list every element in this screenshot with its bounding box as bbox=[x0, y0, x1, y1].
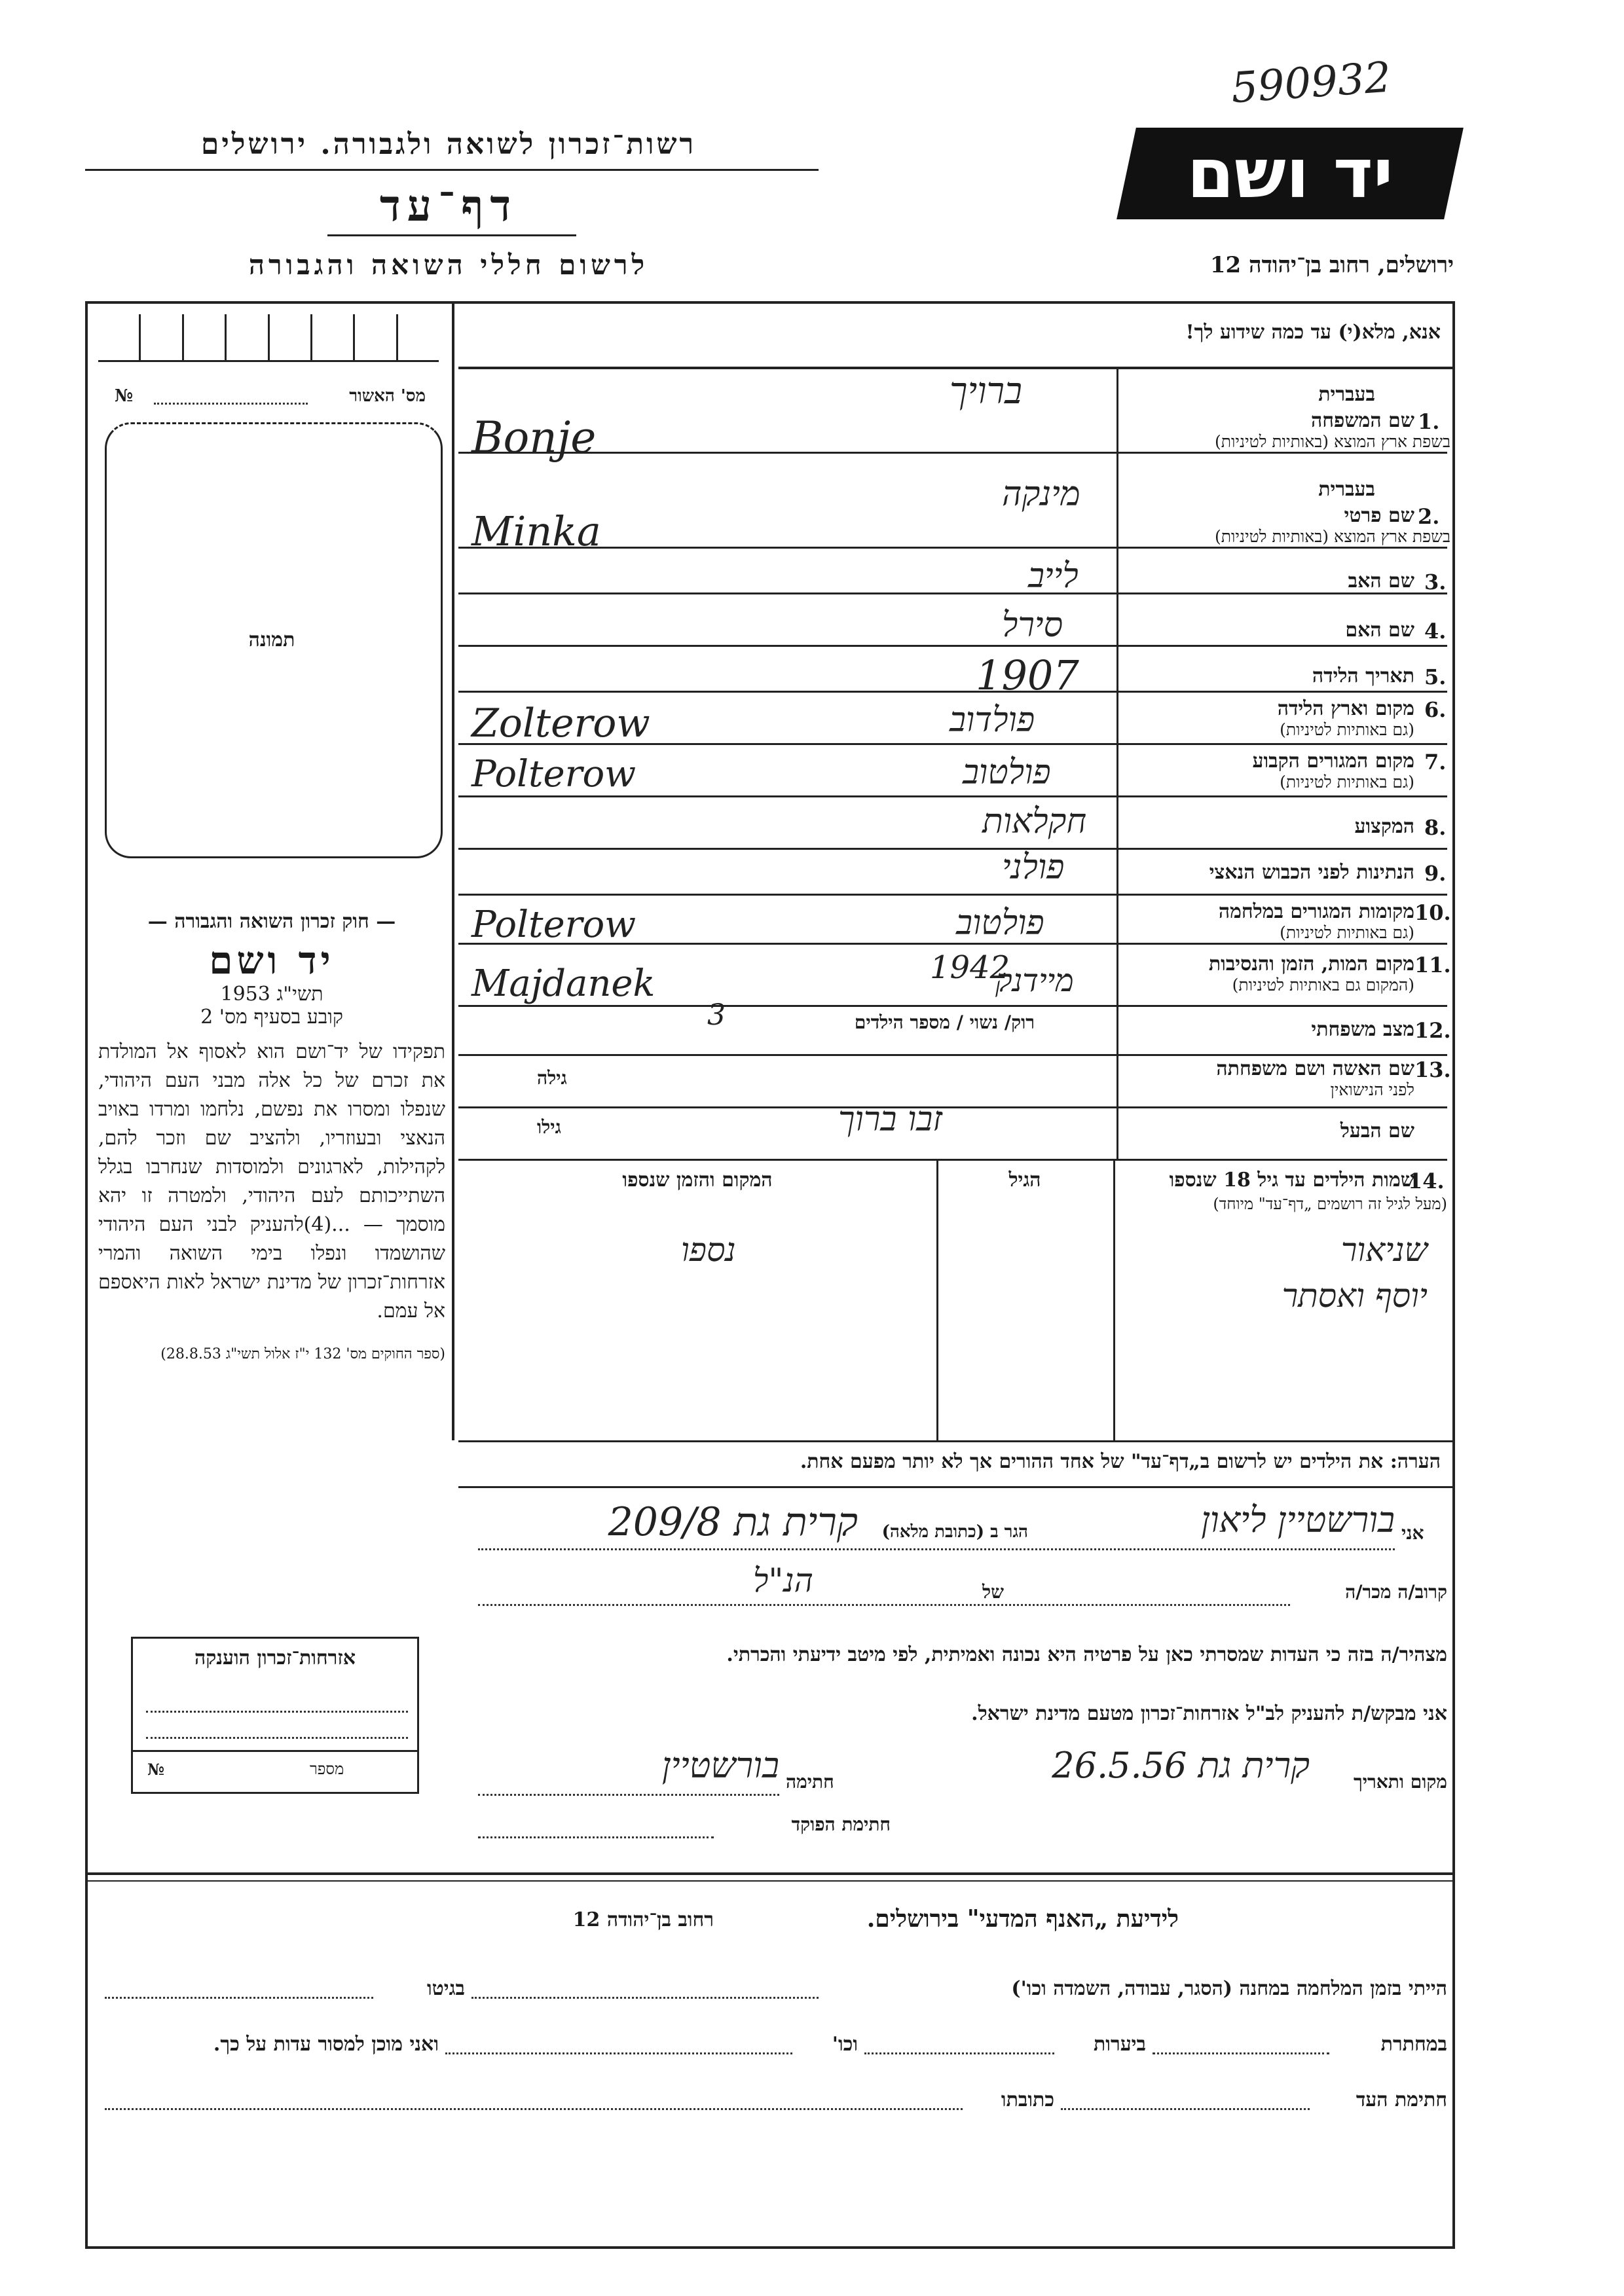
field-6-value-he[interactable]: פולדוב bbox=[950, 701, 1035, 740]
field-7-label: מקום המגורים הקבוע bbox=[1252, 750, 1414, 773]
bottom-underground-field[interactable] bbox=[1153, 2052, 1329, 2054]
field-13-label: שם האשה ושם משפחתה bbox=[1216, 1057, 1414, 1080]
field-4-num: 4. bbox=[1424, 619, 1447, 644]
law-year: תשי"ג 1953 bbox=[220, 983, 323, 1006]
children-heading: שמות הילדים עד גיל 18 שנספו bbox=[1169, 1169, 1414, 1192]
archive-number: 590932 bbox=[1229, 53, 1393, 113]
field-3-num: 3. bbox=[1424, 570, 1447, 594]
field-2-value-he[interactable]: מינקה bbox=[1002, 475, 1080, 514]
field-12-num: 12. bbox=[1414, 1018, 1451, 1043]
field-6-label: מקום וארץ הלידה bbox=[1277, 697, 1414, 720]
witness-address[interactable]: קרית גת 209/8 bbox=[608, 1499, 858, 1545]
law-body: תפקידו של יד־ושם הוא לאסוף אל המולדת את זכרם של כל אלה מבני העם היהודי, שנפלו ומסרו את נפשם, נלחמו ומרדו באויב הנאצי ובעוזריו, ולהציב שם וזכר להם, לקהילות, לארגונים ולמוסדות שנחרבו בגלל השתייכותם לעם היהודי, ולמטרה זו יהא מוסמך — ...(4)להעניק לבני העם היהודי שהושמדו ונפלו בימי השואה והמרי אזרחות־זכרון של מדינת ישראל לאות היאספם אל עמם. bbox=[98, 1040, 446, 1322]
children-col-age: הגיל bbox=[1008, 1169, 1041, 1192]
field-4-value[interactable]: סירל bbox=[1002, 606, 1063, 645]
field-12-children[interactable]: 3 bbox=[707, 998, 726, 1032]
witness-of-label: של bbox=[982, 1581, 1004, 1603]
child-1-place[interactable]: נספו bbox=[681, 1231, 736, 1269]
husband-label: שם הבעל bbox=[1340, 1120, 1414, 1142]
field-10-label: מקומות המגורים במלחמה bbox=[1218, 900, 1414, 923]
field-1-value-he[interactable]: ברויך bbox=[950, 370, 1023, 412]
field-10-value-latin[interactable]: Polterow bbox=[471, 903, 637, 946]
witness-address-line[interactable] bbox=[478, 1548, 1395, 1550]
witness-officer-label: חתימת הפוקד bbox=[791, 1813, 891, 1835]
form-title: דף־עד bbox=[379, 180, 518, 231]
witness-place-date-label: מקום ותאריך bbox=[1353, 1771, 1447, 1793]
field-6-sub: (גם באותיות לטיניות) bbox=[1280, 720, 1414, 739]
law-heading: — חוק זכרון השואה והגבורה — bbox=[147, 910, 396, 933]
row-divider-9 bbox=[458, 894, 1447, 896]
row-divider-14 bbox=[458, 1159, 1447, 1161]
field-8-value[interactable]: חקלאות bbox=[982, 802, 1087, 841]
label-column-divider bbox=[1116, 367, 1118, 1159]
children-col-divider-2 bbox=[936, 1159, 938, 1440]
witness-signature-label: חתימה bbox=[786, 1771, 834, 1793]
field-11-num: 11. bbox=[1414, 953, 1451, 977]
field-1-num: 1. bbox=[1418, 409, 1440, 434]
bottom-divider-1 bbox=[85, 1872, 1455, 1875]
bottom-line3-a: חתימת העד bbox=[1356, 2088, 1447, 2111]
field-5-num: 5. bbox=[1424, 665, 1447, 689]
field-3-label: שם האב bbox=[1348, 570, 1414, 592]
bottom-line1-field[interactable] bbox=[471, 1997, 819, 1999]
child-2-name[interactable]: יוסף ואסתר bbox=[1282, 1277, 1428, 1315]
child-1-name[interactable]: שניאור bbox=[1340, 1231, 1428, 1269]
field-9-num: 9. bbox=[1424, 861, 1447, 886]
bottom-forests-field[interactable] bbox=[864, 2052, 1054, 2054]
children-heading-sub: (מעל לגיל זה רושמים „דף־עד" מיוחד) bbox=[1213, 1195, 1447, 1213]
law-footnote: (ספר החוקים מס' 132 י"ז אלול תשי"ג 28.8.53) bbox=[160, 1346, 445, 1362]
law-title: יד ושם bbox=[209, 938, 335, 983]
form-subtitle: לרשום חללי השואה והגבורה bbox=[248, 249, 649, 281]
law-clause: קובע בסעיף מס' 2 bbox=[200, 1006, 343, 1029]
bottom-line3-b: כתובתו bbox=[1001, 2088, 1054, 2111]
approval-no-mark: № bbox=[115, 386, 134, 406]
header-underline bbox=[85, 169, 819, 171]
citizenship-number-label: מספר bbox=[310, 1760, 344, 1778]
field-11-label: מקום המות, הזמן והנסיבות bbox=[1208, 953, 1414, 975]
husband-value[interactable]: זבו ברוך bbox=[838, 1100, 942, 1139]
bottom-line2-c: וכו' bbox=[832, 2033, 858, 2056]
field-1-label: שם המשפחה bbox=[1310, 409, 1414, 432]
field-3-value[interactable]: לייב bbox=[1028, 556, 1079, 596]
field-1-sub: בשפת ארץ המוצא (באותיות לטיניות) bbox=[1215, 432, 1450, 451]
bottom-line1: הייתי בזמן המלחמה במחנה (הסגר, עבודה, השמדה וכו') bbox=[1011, 1977, 1447, 2000]
field-5-label: תאריך הלידה bbox=[1312, 665, 1414, 687]
field-7-value-he[interactable]: פולטוב bbox=[963, 753, 1051, 792]
row-divider-13 bbox=[458, 1106, 1447, 1108]
approval-no-field[interactable] bbox=[154, 403, 308, 405]
field-8-label: המקצוע bbox=[1354, 815, 1414, 838]
row-divider-11 bbox=[458, 1005, 1447, 1007]
bottom-witness-address-field[interactable] bbox=[105, 2108, 963, 2110]
row-divider-12 bbox=[458, 1054, 1447, 1056]
bottom-etc-field[interactable] bbox=[445, 2052, 792, 2054]
witness-name[interactable]: בורשטיין ליאון bbox=[1201, 1499, 1395, 1540]
witness-officer-line[interactable] bbox=[478, 1836, 714, 1838]
witness-resides-label: הגר ב (כתובת מלאה) bbox=[881, 1522, 1028, 1542]
left-column-divider bbox=[452, 301, 454, 1440]
photo-label: תמונה bbox=[248, 629, 295, 651]
bottom-divider-2 bbox=[85, 1880, 1455, 1882]
field-11-value-year[interactable]: 1942 bbox=[930, 949, 1010, 986]
field-9-label: הנתינות לפני הכבוש הנאצי bbox=[1209, 861, 1414, 884]
field-9-value[interactable]: פולני bbox=[1002, 848, 1065, 887]
citizenship-divider bbox=[133, 1750, 417, 1752]
witness-signature[interactable]: בורשטיין bbox=[661, 1745, 779, 1786]
field-10-num: 10. bbox=[1414, 900, 1451, 925]
field-2-label: שם פרטי bbox=[1344, 504, 1414, 527]
bottom-line2-b: ביערות bbox=[1093, 2033, 1146, 2056]
authority-line: רשות־זכרון לשואה ולגבורה. ירושלים bbox=[200, 128, 697, 161]
field-2-tag: בעברית bbox=[1318, 478, 1375, 501]
witness-signature-line[interactable] bbox=[478, 1794, 779, 1796]
field-6-value-latin[interactable]: Zolterow bbox=[471, 701, 650, 746]
husband-age-label: גילו bbox=[537, 1116, 561, 1138]
children-col-divider-1 bbox=[1113, 1159, 1115, 1440]
field-1-value-latin[interactable]: Bonje bbox=[471, 412, 597, 463]
witness-request: אני מבקש/ת להעניק לב"ל אזרחות־זכרון מטעם מדינת ישראל. bbox=[971, 1702, 1447, 1725]
field-7-num: 7. bbox=[1424, 750, 1447, 774]
field-13-age-label: גילה bbox=[537, 1067, 567, 1089]
field-11-value-latin[interactable]: Majdanek bbox=[471, 962, 655, 1005]
bottom-witness-sign-field[interactable] bbox=[1061, 2108, 1310, 2110]
citizenship-title: אזרחות־זכרון הוענקה bbox=[194, 1647, 356, 1669]
field-12-label: מצב משפחתי bbox=[1311, 1018, 1414, 1041]
field-13-num: 13. bbox=[1414, 1057, 1451, 1082]
field-7-value-latin[interactable]: Polterow bbox=[471, 753, 637, 795]
note-divider-top bbox=[458, 1440, 1454, 1442]
bottom-line2-end: ואני מוכן למסור עדות על כך. bbox=[213, 2033, 439, 2056]
field-2-sub: בשפת ארץ המוצא (באותיות לטיניות) bbox=[1215, 527, 1450, 546]
children-num: 14. bbox=[1408, 1169, 1445, 1194]
citizenship-line-1[interactable] bbox=[146, 1711, 408, 1713]
note-divider-bottom bbox=[458, 1486, 1454, 1488]
address-line: ירושלים, רחוב בן־יהודה 12 bbox=[1209, 252, 1454, 278]
witness-declaration: מצהיר/ה בזה כי העדות שמסרתי כאן על פרטיה היא נכונה ואמיתית, לפי מיטב ידיעתי והכרתי. bbox=[726, 1643, 1447, 1666]
witness-i-label: אני bbox=[1401, 1522, 1424, 1544]
title-underline bbox=[327, 234, 576, 236]
bottom-ghetto-field[interactable] bbox=[105, 1997, 373, 1999]
field-5-value[interactable]: 1907 bbox=[976, 651, 1079, 699]
witness-place-date[interactable]: קרית גת 26.5.56 bbox=[1052, 1745, 1310, 1786]
row-divider-3 bbox=[458, 592, 1447, 594]
children-col-place: המקום והזמן שנספו bbox=[622, 1169, 773, 1192]
witness-relation-line[interactable] bbox=[478, 1604, 1290, 1606]
bottom-line2-a: במחתרת bbox=[1380, 2033, 1447, 2056]
field-4-label: שם האם bbox=[1345, 619, 1414, 642]
field-12-status-text: רוק/ נשוי / מספר הילדים bbox=[854, 1011, 1035, 1033]
field-2-value-latin[interactable]: Minka bbox=[471, 507, 601, 555]
field-11-value-he[interactable]: מיידנק bbox=[995, 962, 1074, 999]
field-6-num: 6. bbox=[1424, 697, 1447, 722]
citizenship-number-mark: № bbox=[147, 1760, 165, 1779]
bottom-title: לידיעת „האנף המדעי" בירושלים. bbox=[866, 1905, 1179, 1933]
field-13-sub: לפני הנישואין bbox=[1330, 1080, 1414, 1099]
row-divider-1 bbox=[458, 452, 1447, 454]
yad-vashem-logo bbox=[1116, 128, 1464, 219]
note-text: הערה: את הילדים יש לרשום ב„דף־עד" של אחד ההורים אך לא יותר מפעם אחת. bbox=[800, 1450, 1441, 1473]
row-divider-5 bbox=[458, 691, 1447, 693]
approval-no-label: מס' האשור bbox=[349, 386, 426, 406]
bottom-address: רחוב בן־יהודה 12 bbox=[572, 1908, 714, 1931]
field-11-sub: (המקום גם באותיות לטיניות) bbox=[1232, 975, 1414, 994]
witness-relative-label: קרוב/ה מכר/ה bbox=[1345, 1581, 1447, 1603]
bottom-line1-end: בגיטו bbox=[426, 1977, 465, 2000]
row-divider-4 bbox=[458, 645, 1447, 647]
logo-text: יד ושם bbox=[1187, 134, 1393, 213]
field-10-value-he[interactable]: פולטוב bbox=[956, 903, 1044, 943]
field-7-sub: (גם באותיות לטיניות) bbox=[1280, 773, 1414, 792]
field-8-num: 8. bbox=[1424, 815, 1447, 840]
field-10-sub: (גם באותיות לטיניות) bbox=[1280, 923, 1414, 942]
citizenship-box bbox=[131, 1637, 419, 1794]
row-divider-7 bbox=[458, 795, 1447, 797]
field-1-tag: בעברית bbox=[1318, 383, 1375, 406]
intro-text: אנא, מלא(י) עד כמה שידוע לך! bbox=[1185, 321, 1441, 344]
witness-relation[interactable]: הנ"ל bbox=[753, 1561, 813, 1599]
row-divider-2 bbox=[458, 547, 1447, 549]
intro-divider bbox=[458, 367, 1454, 369]
citizenship-line-2[interactable] bbox=[146, 1737, 408, 1739]
law-box bbox=[98, 910, 445, 1499]
field-2-num: 2. bbox=[1418, 504, 1440, 529]
row-divider-8 bbox=[458, 848, 1447, 850]
approval-cells bbox=[98, 314, 439, 362]
